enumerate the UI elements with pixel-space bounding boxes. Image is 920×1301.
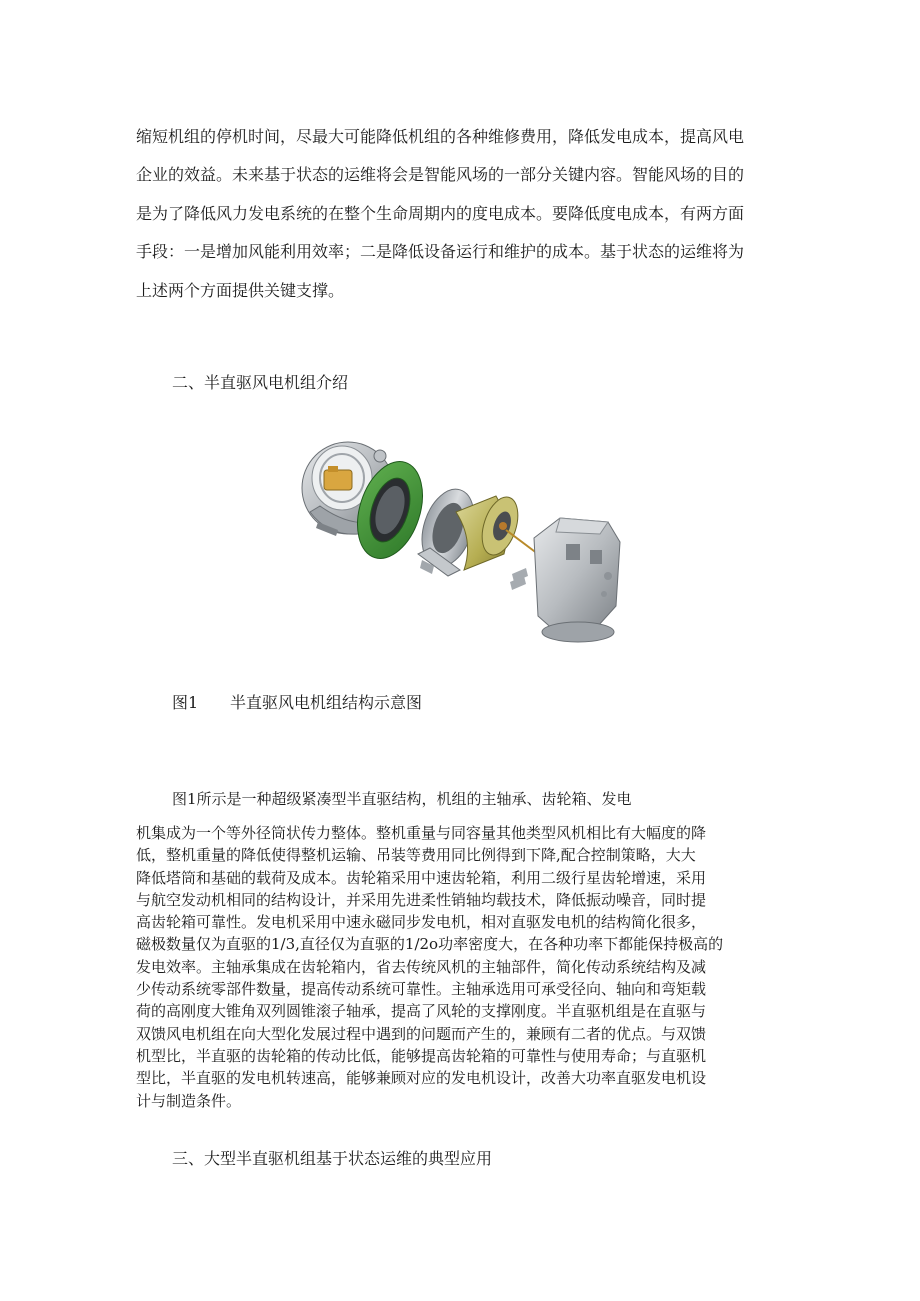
body-line: 型比，半直驱的发电机转速高，能够兼顾对应的发电机设计，改善大功率直驱发电机设 — [136, 1069, 707, 1088]
body-line: 计与制造条件。 — [136, 1091, 242, 1110]
figure-1-caption — [172, 690, 423, 713]
body-line: 与航空发动机相同的结构设计，并采用先进柔性销轴均载技术，降低振动噪音，同时提 — [136, 890, 707, 909]
section-2-heading: 二、半直驱风电机组介绍 — [172, 373, 349, 392]
body-line: 磁极数量仅为直驱的1/3,直径仅为直驱的1∕2o功率密度大，在各种功率下都能保持极高的 — [136, 935, 724, 954]
intro-line: 手段：一是增加风能利用效率；二是降低设备运行和维护的成本。基于状态的运维将为 — [136, 242, 745, 262]
body-line: 双馈风电机组在向大型化发展过程中遇到的问题而产生的，兼顾有二者的优点。与双馈 — [136, 1024, 707, 1043]
bedplate-housing — [510, 518, 620, 642]
turbine-exploded-view-figure — [298, 426, 634, 658]
body-line: 低，整机重量的降低使得整机运输、吊装等费用同比例得到下降,配合控制策略，大大 — [136, 846, 696, 865]
intro-line: 是为了降低风力发电系统的在整个生命周期内的度电成本。要降低度电成本，有两方面 — [136, 203, 745, 223]
intro-line: 缩短机组的停机时间，尽最大可能降低机组的各种维修费用，降低发电成本，提高风电 — [136, 127, 745, 146]
section-3-heading: 三、大型半直驱机组基于状态运维的典型应用 — [172, 1149, 493, 1168]
body-lead-line: 图1所示是一种超级紧凑型半直驱结构，机组的主轴承、齿轮箱、发电 — [172, 790, 632, 808]
body-line: 降低塔筒和基础的载荷及成本。齿轮箱采用中速齿轮箱，利用二级行星齿轮增速，采用 — [136, 868, 707, 887]
body-paragraph — [136, 822, 776, 1112]
intro-line: 上述两个方面提供关键支撑。 — [136, 280, 345, 300]
intro-line: 企业的效益。未来基于状态的运维将会是智能风场的一部分关键内容。智能风场的目的 — [136, 165, 745, 185]
body-line: 发电效率。主轴承集成在齿轮箱内，省去传统风机的主轴部件，简化传动系统结构及减 — [136, 957, 707, 976]
body-line: 荷的高刚度大锥角双列圆锥滚子轴承，提高了风轮的支撑刚度。半直驱机组是在直驱与 — [136, 1002, 707, 1021]
intro-paragraph — [136, 118, 784, 310]
body-line: 少传动系统零部件数量，提高传动系统可靠性。主轴承选用可承受径向、轴向和弯矩载 — [136, 980, 707, 999]
body-line: 机集成为一个等外径筒状传力整体。整机重量与同容量其他类型风机相比有大幅度的降 — [136, 824, 707, 842]
body-line: 机型比，半直驱的齿轮箱的传动比低，能够提高齿轮箱的可靠性与使用寿命；与直驱机 — [136, 1046, 707, 1065]
figure-title: 半直驱风电机组结构示意图 — [230, 693, 423, 712]
body-line: 高齿轮箱可靠性。发电机采用中速永磁同步发电机，相对直驱发电机的结构简化很多， — [136, 913, 707, 932]
figure-number: 图1 — [172, 693, 199, 712]
